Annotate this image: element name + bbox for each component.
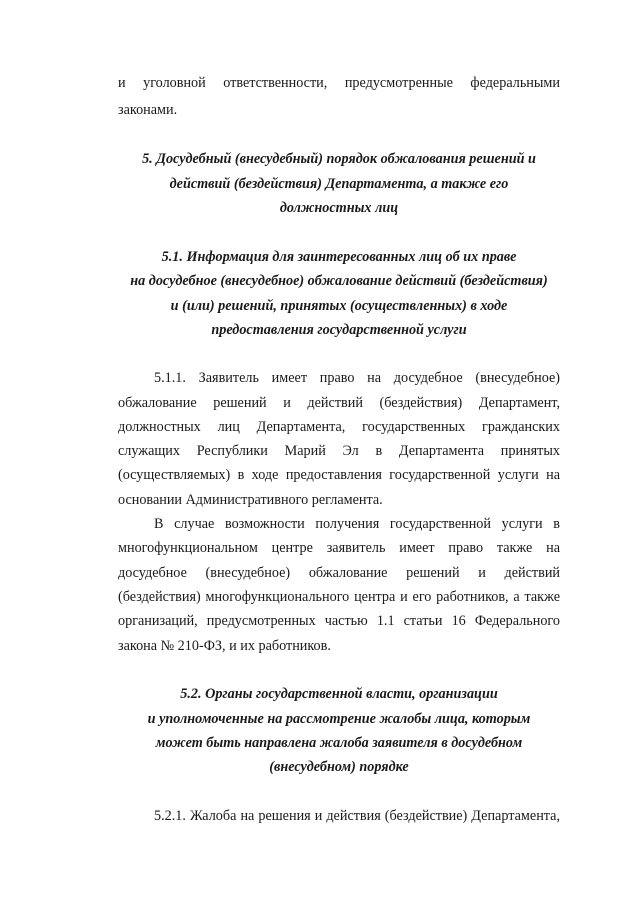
body-text-line: основании Административного регламента. (118, 492, 383, 508)
subsection-heading-line: (внесудебном) порядке (269, 759, 409, 775)
body-text-line: 5.2.1. Жалоба на решения и действия (бездействие) Департамента, (154, 808, 560, 824)
body-text-line: организаций, предусмотренных частью 1.1 статьи 16 Федерального (118, 613, 560, 629)
section-heading-line: 5. Досудебный (внесудебный) порядок обжалования решений и (142, 151, 536, 167)
subsection-heading-line: и (или) решений, принятых (осуществленных) в ходе (170, 298, 508, 314)
body-text-line: (бездействия) многофункционального центра и его работников, а также (118, 589, 560, 605)
body-text-line: досудебное (внесудебное) обжалование решений и действий (118, 565, 560, 581)
body-text-line: обжалование решений и действий (бездействия) Департамент, (118, 395, 560, 411)
subsection-heading-line: на досудебное (внесудебное) обжалование действий (бездействия) (130, 273, 548, 289)
body-text-line: закона № 210-ФЗ, и их работников. (118, 638, 331, 654)
body-text-line: (осуществляемых) в ходе предоставления государственной услуги на (118, 467, 560, 483)
body-text-line: законами. (118, 102, 178, 118)
section-heading-line: действий (бездействия) Департамента, а также его (169, 176, 509, 192)
subsection-heading-line: 5.2. Органы государственной власти, организации (180, 686, 498, 702)
body-text-line: многофункциональном центре заявитель имеет право также на (118, 540, 560, 556)
subsection-heading-line: может быть направлена жалоба заявителя в досудебном (155, 735, 523, 751)
subsection-heading-line: 5.1. Информация для заинтересованных лиц об их праве (161, 249, 517, 265)
body-text-line: В случае возможности получения государственной услуги в (154, 516, 560, 532)
body-text-line: служащих Республики Марий Эл в Департамента принятых (118, 443, 560, 459)
body-text-line: и уголовной ответственности, предусмотренные федеральными (118, 75, 560, 91)
section-heading-line: должностных лиц (279, 200, 399, 216)
subsection-heading-line: предоставления государственной услуги (211, 322, 467, 338)
body-text-line: должностных лиц Департамента, государственных гражданских (118, 419, 560, 435)
subsection-heading-line: и уполномоченные на рассмотрение жалобы лица, которым (147, 711, 531, 727)
body-text-line: 5.1.1. Заявитель имеет право на досудебное (внесудебное) (154, 370, 560, 386)
